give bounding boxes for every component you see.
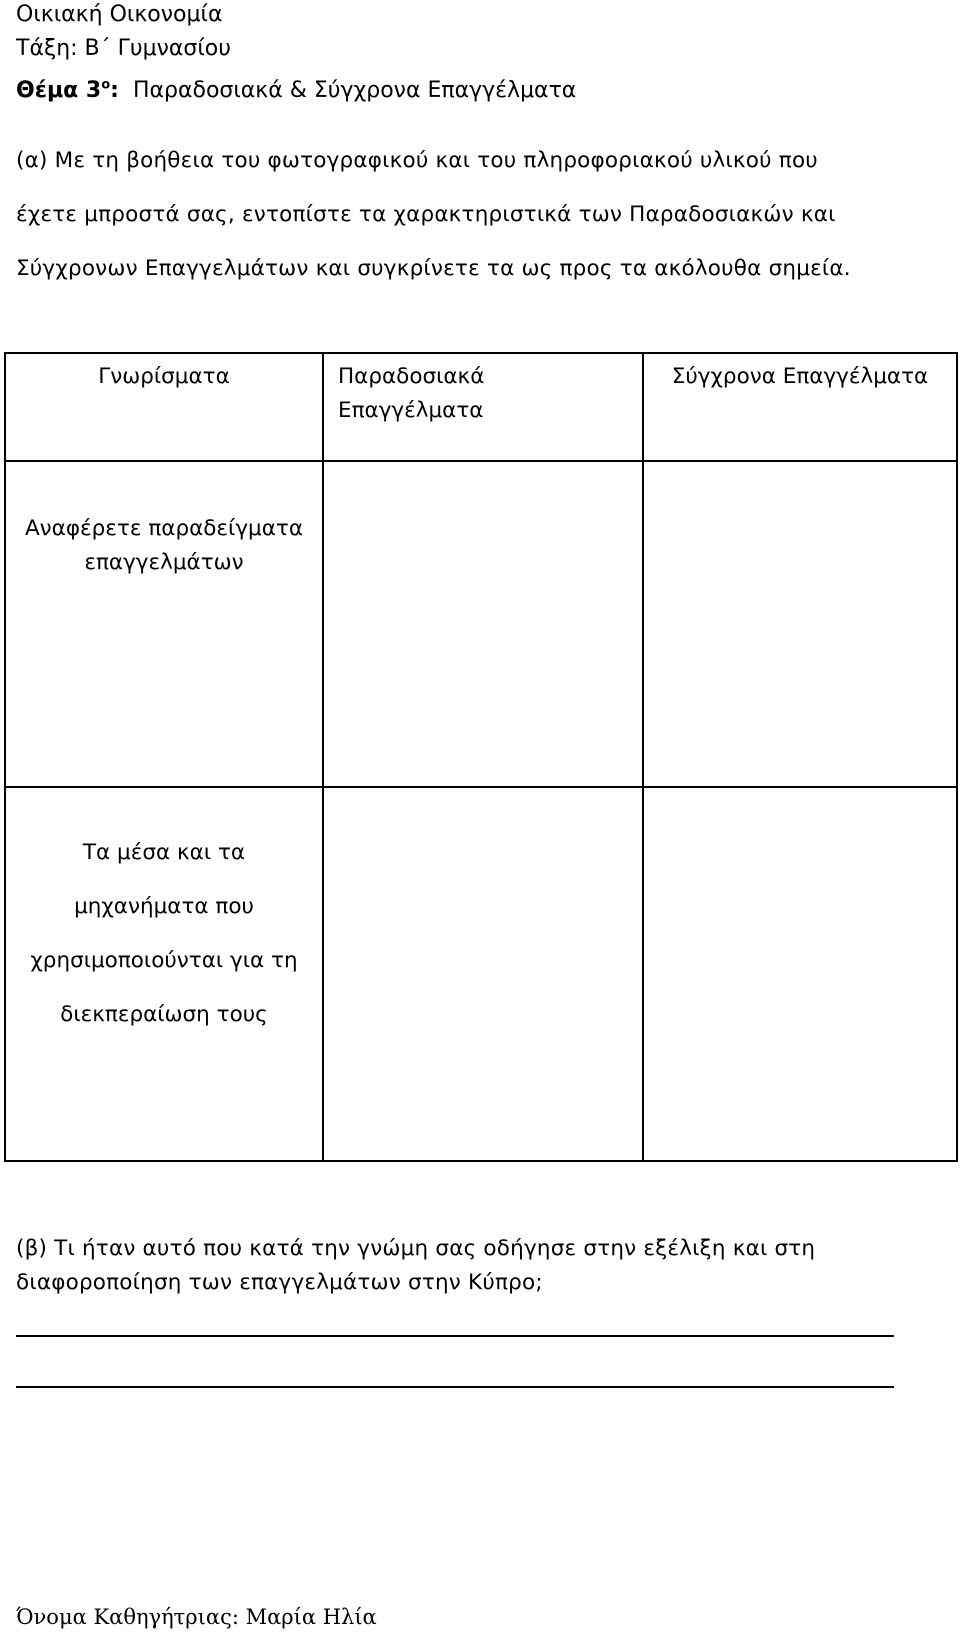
question-b-line-2: διαφοροποίηση των επαγγελμάτων στην Κύπρο;: [16, 1270, 543, 1295]
topic-heading: [16, 78, 576, 103]
answer-cell-modern-tools[interactable]: [643, 787, 957, 1161]
topic-title: Παραδοσιακά & Σύγχρονα Επαγγέλματα: [132, 78, 577, 103]
question-b-line-1: (β) Τι ήταν αυτό που κατά την γνώμη σας οδήγησε στην εξέλιξη και στη: [16, 1236, 816, 1261]
answer-cell-traditional-tools[interactable]: [323, 787, 643, 1161]
question-a-line-2: έχετε μπροστά σας, εντοπίστε τα χαρακτηριστικά των Παραδοσιακών και: [16, 202, 836, 227]
header-cell-features: [5, 353, 323, 461]
table-row: [5, 461, 957, 787]
subject-title: Οικιακή Οικονομία: [16, 2, 223, 27]
header-features-label: Γνωρίσματα: [98, 364, 230, 389]
table-header-row: [5, 353, 957, 461]
row-examples-label: Αναφέρετε παραδείγματα επαγγελμάτων: [24, 516, 304, 575]
row-tools-label: Τα μέσα και τα μηχανήματα που χρησιμοποιούνται για τη διεκπεραίωση τους: [30, 840, 298, 1027]
class-label: Τάξη: Β΄ Γυμνασίου: [16, 36, 231, 61]
answer-cell-modern-examples[interactable]: [643, 461, 957, 787]
table-row: [5, 787, 957, 1161]
header-modern-label: Σύγχρονα Επαγγέλματα: [671, 364, 929, 389]
answer-cell-traditional-examples[interactable]: [323, 461, 643, 787]
header-cell-traditional: [323, 353, 643, 461]
question-a-line-1: (α) Με τη βοήθεια του φωτογραφικού και του πληροφοριακού υλικού που: [16, 148, 818, 173]
header-cell-modern: [643, 353, 957, 461]
comparison-table: [4, 352, 958, 1162]
header-traditional-label: Παραδοσιακά Επαγγέλματα: [338, 364, 485, 423]
answer-line-2[interactable]: [16, 1386, 894, 1388]
question-a-line-3: Σύγχρονων Επαγγελμάτων και συγκρίνετε τα ως προς τα ακόλουθα σημεία.: [16, 256, 851, 281]
row-label-tools: [5, 787, 323, 1161]
row-label-examples: [5, 461, 323, 787]
answer-line-1[interactable]: [16, 1335, 894, 1337]
topic-label: Θέμα $3^o$:: [16, 77, 119, 103]
teacher-name: Όνομα Καθηγήτριας: Μαρία Ηλία: [16, 1605, 377, 1629]
